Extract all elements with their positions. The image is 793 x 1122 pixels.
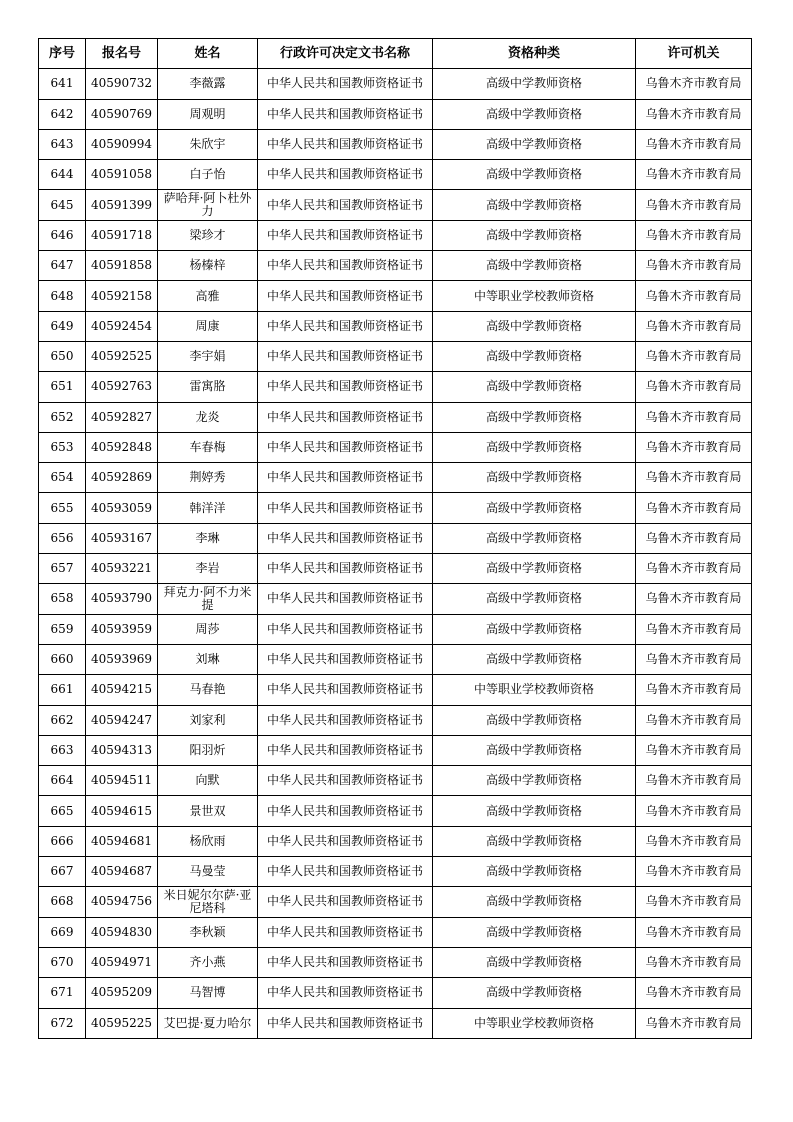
cell-name: 刘家利	[158, 705, 258, 735]
cell-reg-no: 40591399	[86, 190, 158, 220]
cell-authority: 乌鲁木齐市教育局	[636, 523, 752, 553]
cell-doc-name: 中华人民共和国教师资格证书	[258, 281, 433, 311]
table-row	[39, 796, 752, 826]
license-table	[38, 38, 752, 1039]
table-row	[39, 251, 752, 281]
cell-qual-type: 高级中学教师资格	[433, 978, 636, 1008]
cell-reg-no: 40593221	[86, 554, 158, 584]
cell-qual-type: 高级中学教师资格	[433, 705, 636, 735]
cell-doc-name: 中华人民共和国教师资格证书	[258, 887, 433, 917]
cell-doc-name: 中华人民共和国教师资格证书	[258, 251, 433, 281]
cell-seq: 651	[39, 372, 86, 402]
cell-seq: 662	[39, 705, 86, 735]
cell-qual-type: 高级中学教师资格	[433, 796, 636, 826]
table-row	[39, 705, 752, 735]
table-row	[39, 826, 752, 856]
cell-qual-type: 高级中学教师资格	[433, 947, 636, 977]
cell-seq: 646	[39, 220, 86, 250]
cell-reg-no: 40590732	[86, 69, 158, 99]
header-name: 姓名	[158, 39, 258, 69]
cell-qual-type: 高级中学教师资格	[433, 372, 636, 402]
cell-seq: 645	[39, 190, 86, 220]
cell-name: 李琳	[158, 523, 258, 553]
table-header	[39, 39, 752, 69]
cell-reg-no: 40592763	[86, 372, 158, 402]
cell-reg-no: 40593059	[86, 493, 158, 523]
table-row	[39, 766, 752, 796]
table-row	[39, 129, 752, 159]
table-row	[39, 99, 752, 129]
cell-name: 马春艳	[158, 675, 258, 705]
cell-name: 韩洋洋	[158, 493, 258, 523]
cell-seq: 659	[39, 614, 86, 644]
cell-seq: 664	[39, 766, 86, 796]
cell-name: 杨榛梓	[158, 251, 258, 281]
cell-seq: 648	[39, 281, 86, 311]
cell-seq: 672	[39, 1008, 86, 1038]
cell-seq: 641	[39, 69, 86, 99]
header-seq: 序号	[39, 39, 86, 69]
cell-reg-no: 40592158	[86, 281, 158, 311]
cell-seq: 670	[39, 947, 86, 977]
cell-seq: 669	[39, 917, 86, 947]
cell-qual-type: 高级中学教师资格	[433, 463, 636, 493]
cell-reg-no: 40593969	[86, 644, 158, 674]
cell-doc-name: 中华人民共和国教师资格证书	[258, 341, 433, 371]
cell-authority: 乌鲁木齐市教育局	[636, 796, 752, 826]
cell-doc-name: 中华人民共和国教师资格证书	[258, 796, 433, 826]
cell-doc-name: 中华人民共和国教师资格证书	[258, 826, 433, 856]
cell-authority: 乌鲁木齐市教育局	[636, 281, 752, 311]
cell-doc-name: 中华人民共和国教师资格证书	[258, 129, 433, 159]
cell-name: 齐小燕	[158, 947, 258, 977]
cell-doc-name: 中华人民共和国教师资格证书	[258, 857, 433, 887]
cell-name: 向默	[158, 766, 258, 796]
table-row	[39, 644, 752, 674]
table-row	[39, 402, 752, 432]
cell-qual-type: 高级中学教师资格	[433, 129, 636, 159]
cell-authority: 乌鲁木齐市教育局	[636, 947, 752, 977]
cell-doc-name: 中华人民共和国教师资格证书	[258, 614, 433, 644]
table-row	[39, 341, 752, 371]
cell-authority: 乌鲁木齐市教育局	[636, 402, 752, 432]
table-row	[39, 281, 752, 311]
cell-doc-name: 中华人民共和国教师资格证书	[258, 978, 433, 1008]
cell-name: 高雅	[158, 281, 258, 311]
cell-doc-name: 中华人民共和国教师资格证书	[258, 947, 433, 977]
cell-seq: 654	[39, 463, 86, 493]
cell-reg-no: 40592869	[86, 463, 158, 493]
cell-reg-no: 40593167	[86, 523, 158, 553]
cell-qual-type: 高级中学教师资格	[433, 251, 636, 281]
cell-qual-type: 高级中学教师资格	[433, 190, 636, 220]
cell-qual-type: 中等职业学校教师资格	[433, 675, 636, 705]
cell-seq: 652	[39, 402, 86, 432]
cell-authority: 乌鲁木齐市教育局	[636, 705, 752, 735]
header-doc-name: 行政许可决定文书名称	[258, 39, 433, 69]
cell-reg-no: 40593790	[86, 584, 158, 614]
cell-seq: 656	[39, 523, 86, 553]
cell-name: 杨欣雨	[158, 826, 258, 856]
cell-authority: 乌鲁木齐市教育局	[636, 160, 752, 190]
cell-name: 周莎	[158, 614, 258, 644]
cell-reg-no: 40593959	[86, 614, 158, 644]
cell-authority: 乌鲁木齐市教育局	[636, 614, 752, 644]
cell-doc-name: 中华人民共和国教师资格证书	[258, 402, 433, 432]
table-row	[39, 978, 752, 1008]
table-row	[39, 493, 752, 523]
cell-doc-name: 中华人民共和国教师资格证书	[258, 220, 433, 250]
cell-doc-name: 中华人民共和国教师资格证书	[258, 99, 433, 129]
cell-authority: 乌鲁木齐市教育局	[636, 978, 752, 1008]
cell-doc-name: 中华人民共和国教师资格证书	[258, 584, 433, 614]
cell-qual-type: 高级中学教师资格	[433, 887, 636, 917]
cell-qual-type: 高级中学教师资格	[433, 614, 636, 644]
cell-name: 周观明	[158, 99, 258, 129]
cell-name: 米日妮尔尔萨·亚尼塔科	[158, 887, 258, 917]
cell-name: 阳羽炘	[158, 735, 258, 765]
cell-doc-name: 中华人民共和国教师资格证书	[258, 917, 433, 947]
cell-seq: 657	[39, 554, 86, 584]
cell-authority: 乌鲁木齐市教育局	[636, 735, 752, 765]
cell-name: 李岩	[158, 554, 258, 584]
cell-reg-no: 40595225	[86, 1008, 158, 1038]
cell-seq: 668	[39, 887, 86, 917]
cell-qual-type: 高级中学教师资格	[433, 523, 636, 553]
cell-qual-type: 高级中学教师资格	[433, 735, 636, 765]
cell-authority: 乌鲁木齐市教育局	[636, 220, 752, 250]
cell-doc-name: 中华人民共和国教师资格证书	[258, 554, 433, 584]
cell-seq: 667	[39, 857, 86, 887]
header-authority: 许可机关	[636, 39, 752, 69]
cell-doc-name: 中华人民共和国教师资格证书	[258, 190, 433, 220]
cell-seq: 643	[39, 129, 86, 159]
cell-name: 马曼莹	[158, 857, 258, 887]
table-row	[39, 311, 752, 341]
cell-authority: 乌鲁木齐市教育局	[636, 493, 752, 523]
cell-doc-name: 中华人民共和国教师资格证书	[258, 311, 433, 341]
cell-qual-type: 高级中学教师资格	[433, 69, 636, 99]
cell-doc-name: 中华人民共和国教师资格证书	[258, 523, 433, 553]
cell-doc-name: 中华人民共和国教师资格证书	[258, 432, 433, 462]
cell-reg-no: 40594247	[86, 705, 158, 735]
cell-doc-name: 中华人民共和国教师资格证书	[258, 705, 433, 735]
cell-reg-no: 40592454	[86, 311, 158, 341]
cell-authority: 乌鲁木齐市教育局	[636, 1008, 752, 1038]
cell-reg-no: 40594687	[86, 857, 158, 887]
cell-reg-no: 40594511	[86, 766, 158, 796]
cell-qual-type: 高级中学教师资格	[433, 644, 636, 674]
cell-doc-name: 中华人民共和国教师资格证书	[258, 735, 433, 765]
cell-doc-name: 中华人民共和国教师资格证书	[258, 644, 433, 674]
cell-seq: 663	[39, 735, 86, 765]
cell-name: 李宇娟	[158, 341, 258, 371]
cell-name: 艾巴提·夏力哈尔	[158, 1008, 258, 1038]
cell-name: 龙炎	[158, 402, 258, 432]
cell-qual-type: 高级中学教师资格	[433, 432, 636, 462]
cell-seq: 650	[39, 341, 86, 371]
cell-seq: 671	[39, 978, 86, 1008]
cell-reg-no: 40594215	[86, 675, 158, 705]
cell-reg-no: 40591858	[86, 251, 158, 281]
cell-doc-name: 中华人民共和国教师资格证书	[258, 372, 433, 402]
cell-qual-type: 高级中学教师资格	[433, 554, 636, 584]
cell-authority: 乌鲁木齐市教育局	[636, 584, 752, 614]
cell-seq: 661	[39, 675, 86, 705]
cell-authority: 乌鲁木齐市教育局	[636, 463, 752, 493]
cell-name: 萨哈拜·阿卜杜外力	[158, 190, 258, 220]
cell-seq: 644	[39, 160, 86, 190]
table-row	[39, 69, 752, 99]
cell-name: 荆婷秀	[158, 463, 258, 493]
cell-authority: 乌鲁木齐市教育局	[636, 554, 752, 584]
table-row	[39, 584, 752, 614]
cell-authority: 乌鲁木齐市教育局	[636, 129, 752, 159]
cell-seq: 658	[39, 584, 86, 614]
cell-reg-no: 40595209	[86, 978, 158, 1008]
cell-name: 车春梅	[158, 432, 258, 462]
cell-reg-no: 40591718	[86, 220, 158, 250]
cell-authority: 乌鲁木齐市教育局	[636, 432, 752, 462]
cell-name: 李薇露	[158, 69, 258, 99]
table-row	[39, 190, 752, 220]
cell-qual-type: 高级中学教师资格	[433, 99, 636, 129]
cell-reg-no: 40594615	[86, 796, 158, 826]
cell-doc-name: 中华人民共和国教师资格证书	[258, 675, 433, 705]
cell-seq: 655	[39, 493, 86, 523]
cell-seq: 647	[39, 251, 86, 281]
cell-authority: 乌鲁木齐市教育局	[636, 190, 752, 220]
cell-authority: 乌鲁木齐市教育局	[636, 69, 752, 99]
cell-reg-no: 40590994	[86, 129, 158, 159]
table-row	[39, 463, 752, 493]
cell-qual-type: 高级中学教师资格	[433, 584, 636, 614]
cell-seq: 666	[39, 826, 86, 856]
table-row	[39, 675, 752, 705]
table-row	[39, 160, 752, 190]
cell-doc-name: 中华人民共和国教师资格证书	[258, 766, 433, 796]
cell-reg-no: 40594681	[86, 826, 158, 856]
cell-name: 李秋颖	[158, 917, 258, 947]
cell-reg-no: 40592827	[86, 402, 158, 432]
cell-qual-type: 高级中学教师资格	[433, 826, 636, 856]
cell-authority: 乌鲁木齐市教育局	[636, 887, 752, 917]
cell-name: 周康	[158, 311, 258, 341]
cell-doc-name: 中华人民共和国教师资格证书	[258, 463, 433, 493]
cell-doc-name: 中华人民共和国教师资格证书	[258, 1008, 433, 1038]
cell-authority: 乌鲁木齐市教育局	[636, 917, 752, 947]
cell-qual-type: 中等职业学校教师资格	[433, 1008, 636, 1038]
cell-authority: 乌鲁木齐市教育局	[636, 644, 752, 674]
cell-reg-no: 40590769	[86, 99, 158, 129]
table-row	[39, 372, 752, 402]
cell-qual-type: 高级中学教师资格	[433, 311, 636, 341]
table-row	[39, 1008, 752, 1038]
cell-qual-type: 高级中学教师资格	[433, 160, 636, 190]
header-reg-no: 报名号	[86, 39, 158, 69]
cell-authority: 乌鲁木齐市教育局	[636, 826, 752, 856]
cell-qual-type: 高级中学教师资格	[433, 917, 636, 947]
cell-reg-no: 40592525	[86, 341, 158, 371]
cell-reg-no: 40594313	[86, 735, 158, 765]
cell-authority: 乌鲁木齐市教育局	[636, 251, 752, 281]
table-row	[39, 857, 752, 887]
cell-reg-no: 40594756	[86, 887, 158, 917]
cell-seq: 649	[39, 311, 86, 341]
cell-qual-type: 高级中学教师资格	[433, 766, 636, 796]
cell-reg-no: 40592848	[86, 432, 158, 462]
cell-doc-name: 中华人民共和国教师资格证书	[258, 493, 433, 523]
cell-name: 刘琳	[158, 644, 258, 674]
table-body	[39, 69, 752, 1039]
cell-qual-type: 中等职业学校教师资格	[433, 281, 636, 311]
cell-qual-type: 高级中学教师资格	[433, 857, 636, 887]
cell-seq: 665	[39, 796, 86, 826]
cell-seq: 653	[39, 432, 86, 462]
cell-authority: 乌鲁木齐市教育局	[636, 372, 752, 402]
cell-doc-name: 中华人民共和国教师资格证书	[258, 69, 433, 99]
cell-name: 马智博	[158, 978, 258, 1008]
cell-authority: 乌鲁木齐市教育局	[636, 857, 752, 887]
cell-name: 拜克力·阿不力米提	[158, 584, 258, 614]
table-row	[39, 917, 752, 947]
cell-authority: 乌鲁木齐市教育局	[636, 766, 752, 796]
table-row	[39, 220, 752, 250]
cell-reg-no: 40591058	[86, 160, 158, 190]
cell-authority: 乌鲁木齐市教育局	[636, 675, 752, 705]
cell-authority: 乌鲁木齐市教育局	[636, 341, 752, 371]
cell-seq: 660	[39, 644, 86, 674]
cell-authority: 乌鲁木齐市教育局	[636, 99, 752, 129]
table-row	[39, 887, 752, 917]
cell-qual-type: 高级中学教师资格	[433, 493, 636, 523]
table-row	[39, 554, 752, 584]
cell-name: 白子怡	[158, 160, 258, 190]
cell-name: 梁珍才	[158, 220, 258, 250]
cell-name: 雷寓胳	[158, 372, 258, 402]
header-qual-type: 资格种类	[433, 39, 636, 69]
cell-name: 朱欣宇	[158, 129, 258, 159]
header-row	[39, 39, 752, 69]
table-row	[39, 523, 752, 553]
cell-qual-type: 高级中学教师资格	[433, 402, 636, 432]
cell-name: 景世双	[158, 796, 258, 826]
cell-reg-no: 40594971	[86, 947, 158, 977]
cell-doc-name: 中华人民共和国教师资格证书	[258, 160, 433, 190]
table-row	[39, 432, 752, 462]
table-row	[39, 947, 752, 977]
cell-authority: 乌鲁木齐市教育局	[636, 311, 752, 341]
cell-reg-no: 40594830	[86, 917, 158, 947]
cell-qual-type: 高级中学教师资格	[433, 220, 636, 250]
cell-qual-type: 高级中学教师资格	[433, 341, 636, 371]
table-row	[39, 735, 752, 765]
cell-seq: 642	[39, 99, 86, 129]
table-row	[39, 614, 752, 644]
